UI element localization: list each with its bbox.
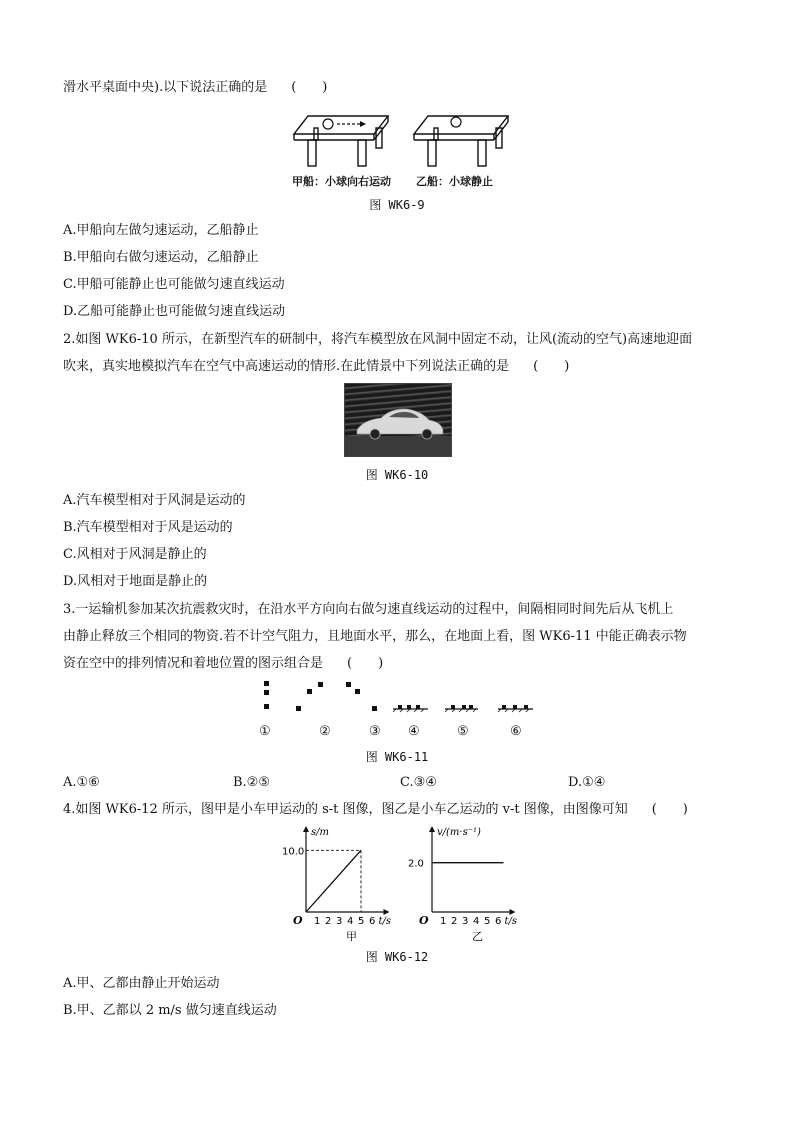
yi-x-tick-2: 2: [451, 916, 458, 927]
q4-option-a: A.甲、乙都由静止开始运动: [63, 976, 220, 991]
yi-x-tick-3: 3: [462, 916, 469, 927]
q3-option-a: A.①⑥: [63, 775, 100, 790]
jia-x-label: t/s: [378, 916, 392, 927]
jia-origin-label: O: [293, 914, 303, 927]
jia-y-label: s/m: [311, 827, 329, 838]
q3-stem-line1: 3.一运输机参加某次抗震救灾时，在沿水平方向向右做匀速直线运动的过程中，间隔相同时间先后从飞机上: [63, 602, 674, 617]
q2-option-c: C.风相对于风洞是静止的: [63, 547, 207, 562]
arrow-right-icon: [337, 121, 366, 127]
yi-title: 乙: [472, 930, 483, 943]
v-t-chart-yi: [402, 824, 532, 944]
ball-jia: [323, 119, 333, 129]
q3-stem-line3: [63, 655, 383, 673]
diagram-1-boxes: [264, 681, 269, 709]
jia-y-tick-10.0: 10.0: [282, 846, 305, 858]
q2-option-b: B.汽车模型相对于风是运动的: [63, 520, 233, 535]
jia-x-axis-arrow: [384, 909, 390, 915]
yi-y-axis-arrow: [429, 826, 435, 832]
q1-option-d: D.乙船可能静止也可能做匀速直线运动: [63, 304, 286, 319]
q2-option-d: D.风相对于地面是静止的: [63, 574, 208, 589]
fig9-caption: 图 WK6-9: [369, 198, 425, 212]
yi-x-tick-1: 1: [440, 916, 447, 927]
q4-option-b: B.甲、乙都以 2 m/s 做匀速直线运动: [63, 1003, 277, 1018]
q1-stem-line: [63, 79, 327, 97]
fig9-right-label: 乙船：小球静止: [416, 175, 493, 188]
diagram-4-ground: [393, 705, 428, 712]
fig10-caption: 图 WK6-10: [365, 468, 429, 482]
q2-stem-line1: 2.如图 WK6-10 所示，在新型汽车的研制中，将汽车模型放在风洞中固定不动，让风(流动的空气)高速地迎面: [63, 332, 693, 347]
yi-x-tick-5: 5: [484, 916, 491, 927]
q2-option-a: A.汽车模型相对于风洞是运动的: [63, 493, 246, 508]
fig9-left-label: 甲船：小球向右运动: [292, 175, 391, 188]
q3-stem-line2: 由静止释放三个相同的物资.若不计空气阻力，且地面水平，那么，在地面上看，图 WK6-11 中能正确表示物: [63, 629, 687, 644]
yi-origin-label: O: [419, 914, 429, 927]
q3-option-b: B.②⑤: [233, 775, 270, 790]
jia-series-line: [306, 850, 361, 912]
yi-x-tick-4: 4: [473, 916, 480, 927]
fig11-label-3: ③: [369, 724, 381, 739]
q2-stem-line2: [63, 358, 569, 376]
fig11-label-2: ②: [319, 724, 331, 739]
q1-option-b: B.甲船向右做匀速运动，乙船静止: [63, 250, 259, 265]
diagram-5-ground: [445, 705, 478, 712]
figure-wk6-11: [250, 676, 550, 716]
wind-tunnel-photo: [344, 383, 452, 457]
fig12-caption: 图 WK6-12: [365, 950, 429, 964]
q1-option-a: A.甲船向左做匀速运动，乙船静止: [63, 223, 259, 238]
q1-stem-text: 滑水平桌面中央).以下说法正确的是: [63, 80, 268, 95]
q2-answer-paren: ( ): [533, 359, 570, 374]
q1-answer-paren: ( ): [291, 80, 328, 95]
fig11-label-1: ①: [259, 724, 271, 739]
diagram-3-boxes: [346, 682, 377, 711]
q3-option-d: D.①④: [568, 775, 606, 790]
car-model-image: [345, 384, 451, 456]
jia-x-tick-6: 6: [369, 916, 376, 927]
s-t-chart-jia: [276, 824, 396, 944]
yi-x-label: t/s: [504, 916, 518, 927]
ball-yi: [451, 117, 461, 127]
diagram-6-ground: [498, 705, 533, 712]
jia-x-tick-5: 5: [358, 916, 365, 927]
yi-x-tick-6: 6: [495, 916, 502, 927]
yi-x-axis-arrow: [510, 909, 516, 915]
fig11-label-6: ⑥: [510, 724, 522, 739]
jia-x-tick-3: 3: [336, 916, 343, 927]
yi-y-tick-2.0: 2.0: [408, 858, 424, 870]
q3-option-c: C.③④: [400, 775, 437, 790]
q4-answer-paren: ( ): [651, 802, 688, 817]
fig11-label-5: ⑤: [457, 724, 469, 739]
table-jia: [294, 116, 388, 166]
jia-title: 甲: [346, 930, 357, 943]
q3-answer-paren: ( ): [347, 656, 384, 671]
jia-y-axis-arrow: [303, 826, 309, 832]
jia-x-tick-1: 1: [314, 916, 321, 927]
q4-stem-line1: [63, 801, 688, 819]
diagram-2-boxes: [296, 682, 323, 711]
jia-x-tick-2: 2: [325, 916, 332, 927]
fig11-label-4: ④: [408, 724, 420, 739]
fig11-caption: 图 WK6-11: [365, 750, 429, 764]
yi-y-label: v/(m·s⁻¹): [437, 827, 481, 838]
jia-x-tick-4: 4: [347, 916, 354, 927]
q3-stem-text: 资在空中的排列情况和着地位置的图示组合是: [63, 656, 324, 671]
q2-stem-text: 吹来，真实地模拟汽车在空气中高速运动的情形.在此情景中下列说法正确的是: [63, 359, 510, 374]
q1-option-c: C.甲船可能静止也可能做匀速直线运动: [63, 277, 285, 292]
q4-stem-text: 4.如图 WK6-12 所示，图甲是小车甲运动的 s-t 图像，图乙是小车乙运动的 v-t 图像，由图像可知: [63, 802, 628, 817]
